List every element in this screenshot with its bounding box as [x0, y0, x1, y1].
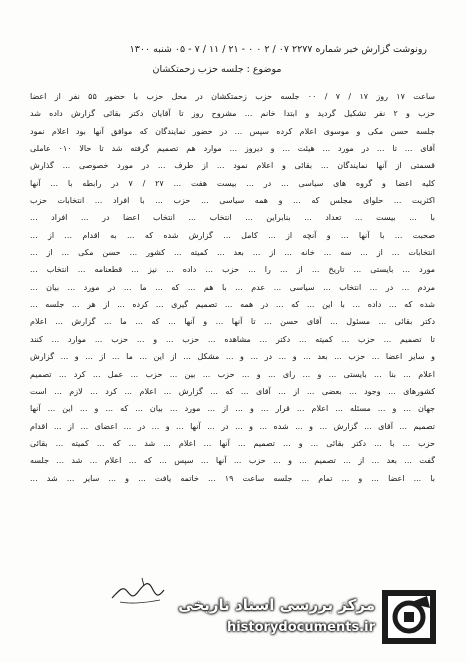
body-line: گفت ... بعد ... از ... تصمیم ... و ... حزب ... آنها ... سپس ... که ... اعلام ... شد ... جلسه	[30, 456, 435, 466]
body-line: حزب و ۲ نفر تشکیل گردید و ابتدا خانم ... مشروح روز تا آقایان دکتر بقائی گزارش داده شد	[30, 109, 435, 119]
body-line: حزب ... با ... دکتر بقائی ... و ... تصمیم ... آنها ... اعلام ... شد ... که ... کمیته ... بقائی	[30, 438, 435, 448]
body-line: آقای ... تا ... در مورد ... هیئت ... و دیروز ... موارد هم تصمیم گرفته شد تا حالا ۰۱۰ عاملی	[30, 144, 435, 154]
watermark-title: مرکز بررسی اسناد تاریخی	[178, 596, 375, 614]
body-line: مردم ... در ... انتخاب ... سیاسی ... عدم ... با هم ... که ... ما ... در مورد ... بیان ...	[30, 282, 435, 292]
body-line: جهان ... و ... مسئله ... اعلام ... قرار ... و ... از ... مورد ... بیان ... که ... و ... این ... آنها	[30, 404, 435, 414]
body-line: کلیه اعضا و گروه های سیاسی ... در ... بیست هفت ... ۲۷ / ۷ در رابطه با ... آنها	[30, 178, 435, 188]
body-line: دکتر بقائی ... مسئول ... آقای حسن ... تا آنها ... و آنها ... که ... ما ... گزارش ... اعلام	[30, 317, 435, 327]
document-subject: موضوع : جلسه حزب زحمتکشان	[152, 64, 282, 75]
handwritten-signature	[108, 572, 168, 606]
body-line: جلسه حسن مکی و موسوی اعلام کرده سپس ... در حضور نمایندگان که موافق آنها بود اعلام نمود	[30, 126, 435, 136]
body-line: اکثریت ... حلوای مجلس که ... و همه سیاسی ... حزب ... با افراد ... انتخابات حزب	[30, 196, 435, 206]
archive-logo-icon	[380, 588, 438, 646]
body-line: و سایر اعضا ... حزب ... بعد ... و ... در ... و ... مشکل ... از این ... ما ... از ... و ... گزارش	[30, 352, 435, 362]
body-line: تصمیم ... آقای ... گزارش ... و ... شده ... و ... در ... آنها ... و ... در ... اعضای ... از ... اقدام	[30, 421, 435, 431]
body-line: شده که ... داده ... با این ... که ... در همه ... تصمیم گیری ... کرده ... از هر ... جلسه ...	[30, 300, 435, 310]
body-line: قسمتی از آنها نمایندگان ... بقائی و اعلام نمود ... از طرف ... در مورد خصوصی ... گذارش	[30, 161, 435, 171]
document-body	[30, 88, 435, 568]
body-line: با ... بیست ... تعداد ... بنابراین ... انتخاب ... انتخاب اعضا در ... افراد ...	[30, 213, 435, 223]
body-line: ساعت ۱۷ روز ۱۷ / ۷ / ۰۰ جلسه حزب زحمتکشان در محل حزب با حضور ۵۵ نفر از اعضا	[30, 92, 435, 101]
body-line: انتخابات ... از ... سه ... خانه ... از ... بعد ... کمیته ... کشور ... حسن مکی ... از ...	[30, 248, 435, 258]
body-line: صحبت ... با آنها ... و آنچه از ... کامل ... گزارش شده که ... به اقدام ... از ...	[30, 230, 435, 240]
body-line: اعلام ... بنا ... بایستی ... و ... رای ... و ... حزب ... بین ... حزب ... عمل ... کرد ... تصمیم	[30, 369, 435, 379]
document-header: رونوشت گزارش خبر شماره ۲۲۷۷ ۰۷ / ۲ ۰ ۰ - ۲۱ / ۱۱ / ۷ - ۰۵ شنبه ۱۳۰۰	[129, 44, 427, 55]
body-line: مورد ... بایستی ... تاریخ ... از ... را ... حزب ... داده ... نیز ... قطعنامه ... انتخاب ...	[30, 265, 435, 275]
body-line: کشورهای ... وجود ... بعضی ... از ... آقای ... که ... گزارش ... اعلام ... کرد ... لازم ... است	[30, 386, 435, 396]
body-line: تا تصمیم ... حزب ... کمیته ... دکتر ... مشاهده ... حزب ... و ... حزب ... موارد ... کنند	[30, 334, 435, 344]
body-line: با ... اعضا ... و ... تمام ... جلسه ساعت ۱۹ ... خاتمه یافت ... و ... سایر ... شد ...	[30, 473, 435, 483]
watermark-url: historydocuments.ir	[226, 620, 375, 635]
